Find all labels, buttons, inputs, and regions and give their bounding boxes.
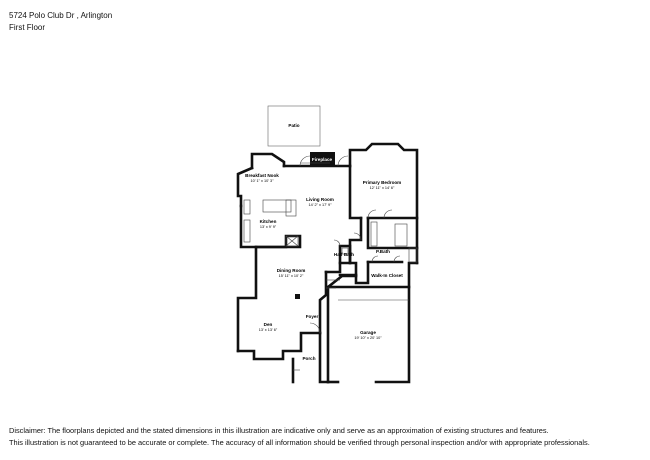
disclaimer-line-2: This illustration is not guaranteed to be accurate or complete. The accuracy of all information should be verified through personal inspection and/or with appropriate professionals. — [9, 438, 590, 447]
label-walk-in-closet: Walk-In Closet — [371, 273, 403, 278]
dims-primary-bedroom: 12' 11" x 14' 6" — [369, 186, 395, 190]
dims-dining-room: 15' 11" x 10' 2" — [278, 274, 304, 278]
dims-den: 13' x 13' 6" — [258, 328, 278, 332]
label-patio: Patio — [288, 123, 300, 128]
label-living-room: Living Room — [306, 197, 334, 202]
property-address: 5724 Polo Club Dr , Arlington — [9, 11, 113, 20]
label-dining-room: Dining Room — [276, 268, 306, 273]
dims-breakfast-nook: 10' 1" x 10' 3" — [250, 179, 274, 183]
disclaimer-line-1: Disclaimer: The floorplans depicted and the stated dimensions in this illustration are indicative only and serve as an approximation of existing structures and features. — [9, 426, 549, 435]
room-labels — [245, 123, 403, 361]
floor-label: First Floor — [9, 23, 45, 32]
label-porch: Porch — [302, 356, 316, 361]
label-den: Den — [263, 322, 273, 327]
label-half-bath: Half Bath — [333, 252, 355, 257]
dims-garage: 19' 10" x 20' 10" — [354, 336, 382, 340]
label-pbath: P.Bath — [376, 249, 390, 254]
label-garage: Garage — [360, 330, 376, 335]
dims-living-room: 14' 2" x 17' 9" — [308, 203, 332, 207]
label-kitchen: Kitchen — [259, 219, 277, 224]
label-foyer: Foyer — [305, 314, 319, 319]
label-fireplace: Fireplace — [311, 157, 333, 162]
label-primary-bedroom: Primary Bedroom — [362, 180, 402, 185]
dims-kitchen: 13' x 9' 9" — [259, 225, 277, 229]
label-breakfast-nook: Breakfast Nook — [245, 173, 279, 178]
